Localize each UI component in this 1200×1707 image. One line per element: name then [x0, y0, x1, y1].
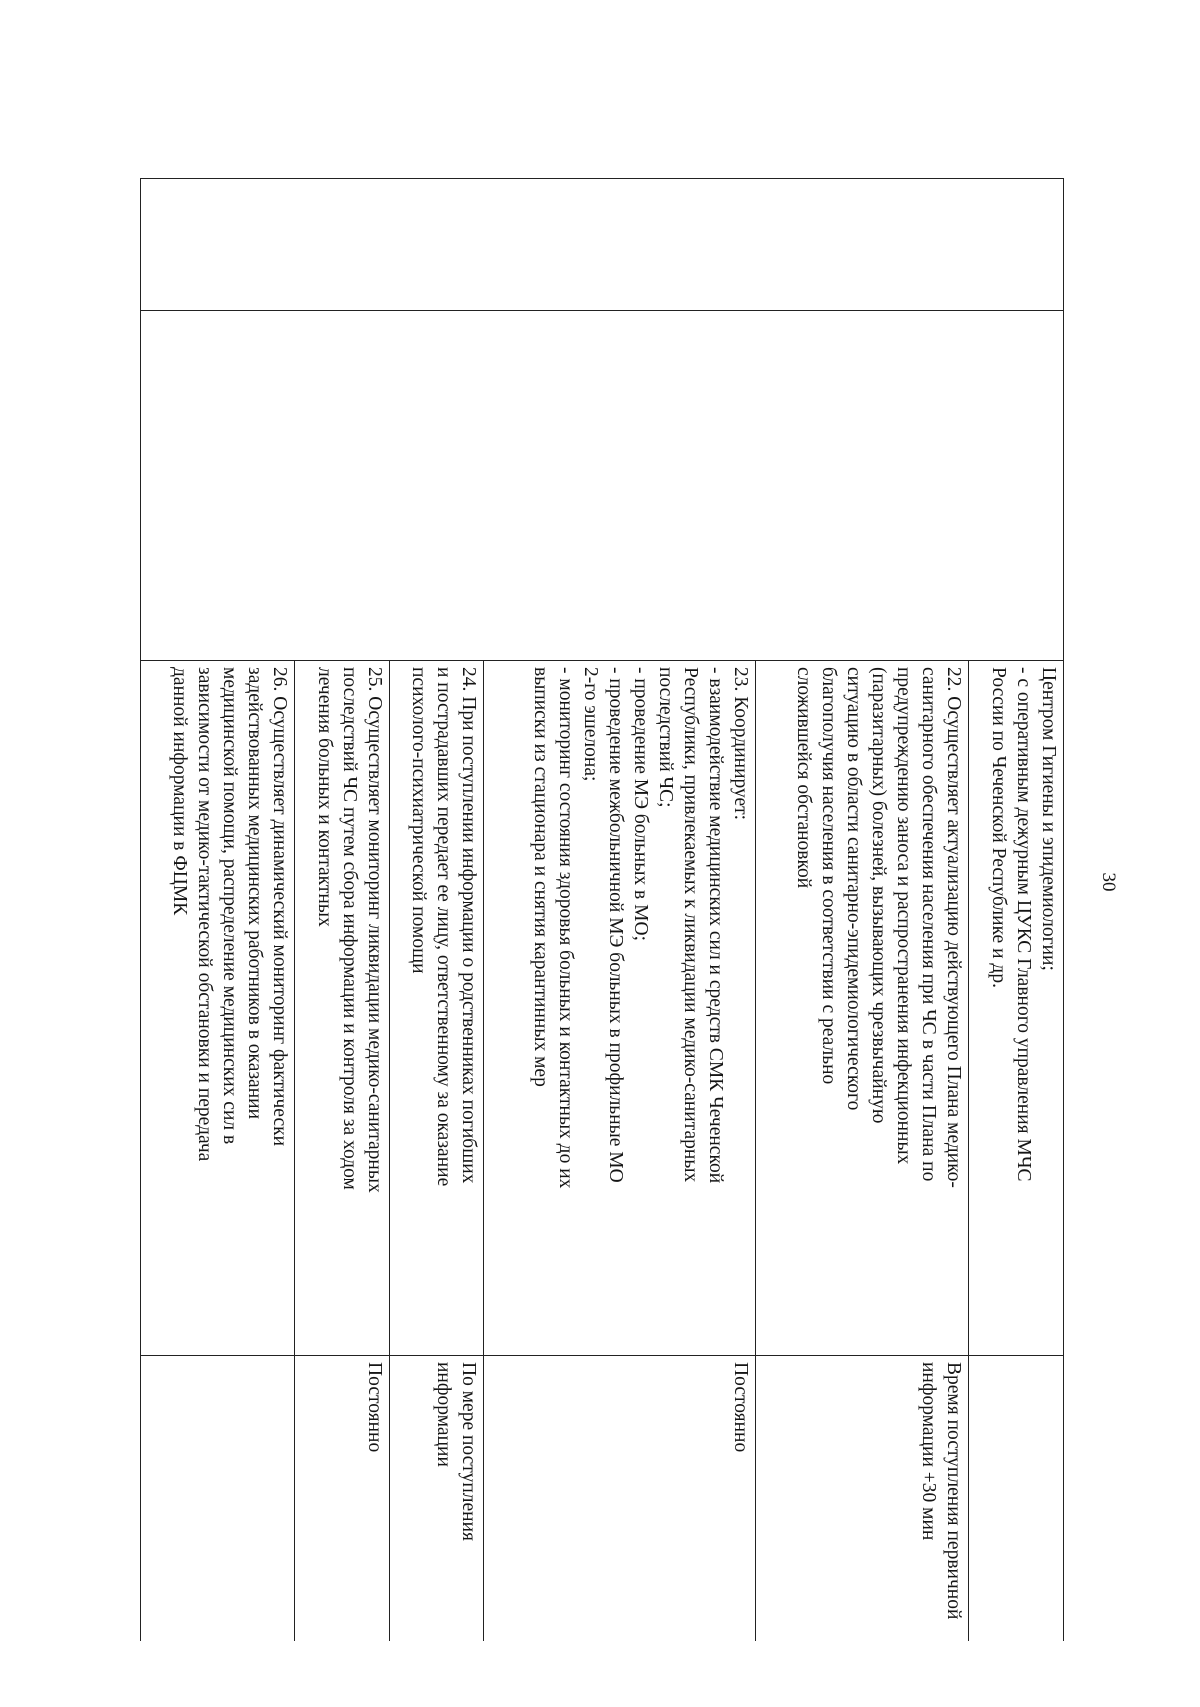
action-text-line: последствий ЧС путем сбора информации и контроля за ходом	[338, 667, 360, 1190]
time-text: Постоянно	[363, 1362, 385, 1453]
action-text-line: ситуацию в области санитарно-эпидемиологического	[843, 667, 865, 1111]
action-text-line: медицинской помощи, распределение медицинских сил в	[218, 667, 240, 1145]
action-text-line: - мониторинг состояния здоровья больных и контактных до их	[555, 667, 577, 1189]
action-text-line: последствий ЧС;	[655, 667, 677, 808]
action-text-line: 2-го эшелона;	[580, 667, 602, 782]
action-text-line: лечения больных и контактных	[313, 667, 335, 927]
action-cell	[969, 661, 1064, 1356]
responsible-cell	[141, 311, 1064, 661]
action-text-line: санитарного обеспечения населения при ЧС в части Плана по	[918, 667, 940, 1182]
table-row	[969, 179, 1064, 1642]
time-cell	[756, 1356, 969, 1642]
action-cell	[389, 661, 484, 1356]
action-cell	[484, 661, 756, 1356]
action-text-line: - с оперативным дежурным ЦУКС Главного управления МЧС	[1013, 667, 1034, 1182]
time-cell	[969, 1356, 1064, 1642]
time-cell	[141, 1356, 295, 1642]
action-text-line: сложившейся обстановкой	[793, 667, 815, 889]
action-text-line: Республики, привлекаемых к ликвидации медико-санитарных	[680, 667, 702, 1183]
action-text-line: - проведение межбольничной МЭ больных в профильные МО	[605, 667, 627, 1183]
action-cell	[294, 661, 389, 1356]
action-cell	[141, 661, 295, 1356]
time-text: По мере поступления информации	[433, 1362, 480, 1541]
time-cell	[294, 1356, 389, 1642]
action-cell	[756, 661, 969, 1356]
action-text-line: предупреждению заноса и распространения инфекционных	[893, 667, 915, 1165]
document-table-area	[140, 178, 1064, 1641]
action-text-line: 25. Осуществляет мониторинг ликвидации медико-санитарных	[363, 667, 385, 1193]
action-text-line: 24. При поступлении информации о родственниках погибших	[458, 667, 480, 1184]
time-cell	[389, 1356, 484, 1642]
time-text: Постоянно	[730, 1362, 752, 1453]
action-text-line: - взаимодействие медицинских сил и средств СМК Чеченской	[705, 667, 727, 1184]
action-text-line: - проведение МЭ больных в МО;	[630, 667, 652, 941]
row-number-cell	[141, 179, 1064, 311]
action-text-line: задействованных медицинских работников в оказании	[243, 667, 265, 1120]
action-text-line: благополучия населения в соответствии с реально	[818, 667, 840, 1085]
action-text-line: психолого-психиатрической помощи	[408, 667, 430, 974]
action-text-line: 23. Координирует:	[730, 667, 752, 821]
action-text-line: выписки из стационара и снятия карантинных мер	[530, 667, 552, 1087]
time-cell	[484, 1356, 756, 1642]
action-text-line: данной информации в ФЦМК	[168, 667, 190, 916]
rotated-table-frame	[140, 178, 1064, 1641]
action-plan-table	[140, 178, 1064, 1641]
action-text-line: и пострадавших передает ее лицу, ответственному за оказание	[433, 667, 455, 1187]
action-text-line: зависимости от медико-тактической обстановки и передача	[193, 667, 215, 1162]
action-text-line: (паразитарных) болезней, вызывающих чрезвычайную	[868, 667, 890, 1124]
action-text-line: 22. Осуществляет актуализацию действующего Плана медико-	[943, 667, 965, 1188]
action-text-line: 26. Осуществляет динамический мониторинг фактически	[268, 667, 290, 1147]
page-number: 30	[1098, 872, 1119, 892]
action-text-line: Центром Гигиены и эпидемиологии;	[1038, 667, 1059, 971]
action-text-line: России по Чеченской Республике и др.	[988, 667, 1009, 988]
time-text: Время поступления первичной информации +30 мин	[918, 1362, 965, 1620]
